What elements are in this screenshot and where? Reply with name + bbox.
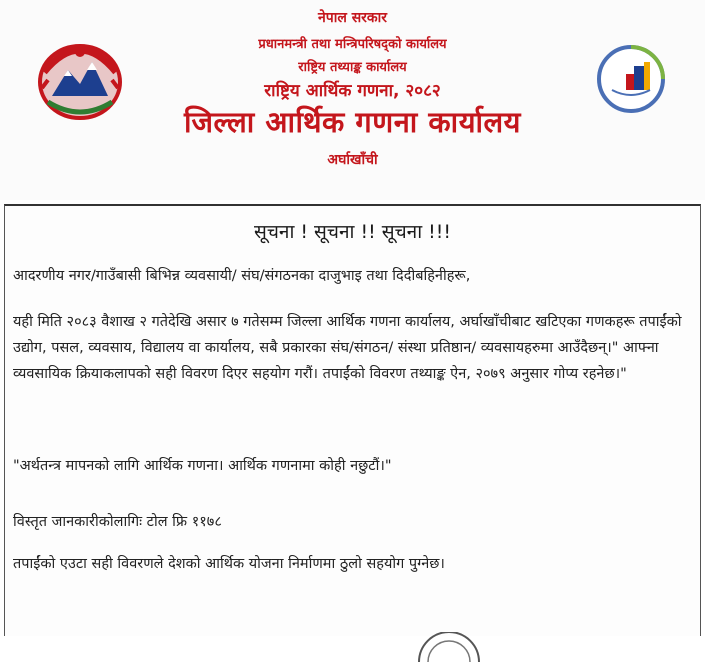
salutation-text: आदरणीय नगर/गाउँबासी बिभिन्न व्यवसायी/ संघ/संगठनका दाजुभाइ तथा दिदीबहिनीहरू, <box>13 268 471 284</box>
government-line: नेपाल सरकार <box>317 10 387 26</box>
economic-census-logo-icon <box>596 44 666 114</box>
ministry-line: प्रधानमन्त्री तथा मन्त्रिपरिषद्को कार्यालय <box>258 37 447 52</box>
notice-body-text: यही मिति २०८३ वैशाख २ गतेदेखि असार ७ गतेसम्म जिल्ला आर्थिक गणना कार्यालय, अर्घाखाँचीबाट खटिएका गणकहरू तपाईंको उद्योग, पसल, व्यवसाय, विद्यालय वा कार्यालय, सबै प्रकारका संघ/संगठन/ संस्था प्रतिष्ठान/ व्यवसायहरुमा आउँदैछन्।" आफ्ना व्यवसायिक क्रियाकलापको सही विवरण दिएर सहयोग गरौं। तपाईंको विवरण तथ्याङ्क ऐन, २०७९ अनुसार गोप्य रहनेछ।" <box>13 314 682 382</box>
district-name: अर्घाखाँची <box>327 152 378 168</box>
statistics-office-line: राष्ट्रिय तथ्याङ्क कार्यालय <box>298 60 407 75</box>
closing-text: तपाईंको एउटा सही विवरणले देशको आर्थिक योजना निर्माणमा ठुलो सहयोग पुग्नेछ। <box>13 556 445 572</box>
census-line: राष्ट्रिय आर्थिक गणना, २०८२ <box>264 81 441 101</box>
office-title: जिल्ला आर्थिक गणना कार्यालय <box>183 105 522 139</box>
notice-panel <box>4 204 701 636</box>
letterhead <box>0 0 705 200</box>
office-stamp-icon <box>414 632 484 662</box>
slogan-text: "अर्थतन्त्र मापनको लागि आर्थिक गणना। आर्थिक गणनामा कोही नछुटौं।" <box>13 458 392 474</box>
contact-text: विस्तृत जानकारीकोलागिः टोल फ्रि ११७८ <box>13 514 222 530</box>
notice-heading: सूचना ! सूचना !! सूचना !!! <box>253 221 452 243</box>
